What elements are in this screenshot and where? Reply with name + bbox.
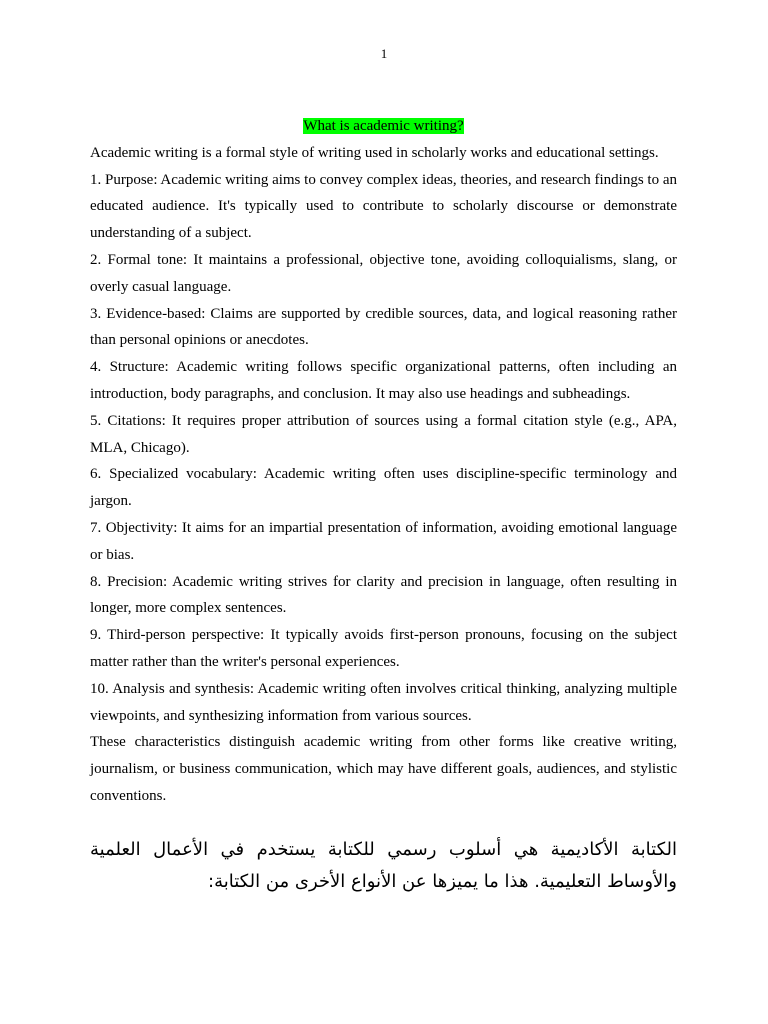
point-specialized-vocabulary: 6. Specialized vocabulary: Academic writing often uses discipline-specific terminology and jargon. [90,466,677,510]
point-third-person: 9. Third-person perspective: It typically avoids first-person pronouns, focusing on the subject matter rather than the writer's personal experiences. [90,627,677,670]
point-structure: 4. Structure: Academic writing follows specific organizational patterns, often including an introduction, body paragraphs, and conclusion. It may also use headings and subheadings. [90,359,677,402]
document-title [90,113,677,140]
point-purpose: 1. Purpose: Academic writing aims to convey complex ideas, theories, and research findings to an educated audience. It's typically used to contribute to scholarly discourse or demonstrate understanding of a subject. [90,171,677,242]
intro-paragraph: Academic writing is a formal style of writing used in scholarly works and educational settings. [90,144,659,161]
point-citations: 5. Citations: It requires proper attribution of sources using a formal citation style (e.g., APA, MLA, Chicago). [90,412,677,456]
document-body [90,113,677,810]
page-number: 1 [380,46,388,61]
point-analysis-synthesis: 10. Analysis and synthesis: Academic writing often involves critical thinking, analyzing multiple viewpoints, and synthesizing information from various sources. [90,680,677,724]
point-evidence-based: 3. Evidence-based: Claims are supported by credible sources, data, and logical reasoning rather than personal opinions or anecdotes. [90,305,677,349]
title-highlight: What is academic writing? [303,118,464,134]
conclusion-paragraph: These characteristics distinguish academic writing from other forms like creative writing, journalism, or business communication, which may have different goals, audiences, and stylistic conventions. [90,734,677,804]
point-formal-tone: 2. Formal tone: It maintains a professional, objective tone, avoiding colloquialisms, slang, or overly casual language. [90,251,677,295]
arabic-paragraph: الكتابة الأكاديمية هي أسلوب رسمي للكتابة يستخدم في الأعمال العلمية والأوساط التعليمية. هذا ما يميزها عن الأنواع الأخرى من الكتابة: [90,839,677,892]
point-objectivity: 7. Objectivity: It aims for an impartial presentation of information, avoiding emotional language or bias. [90,519,677,563]
point-precision: 8. Precision: Academic writing strives for clarity and precision in language, often resulting in longer, more complex sentences. [90,573,677,617]
